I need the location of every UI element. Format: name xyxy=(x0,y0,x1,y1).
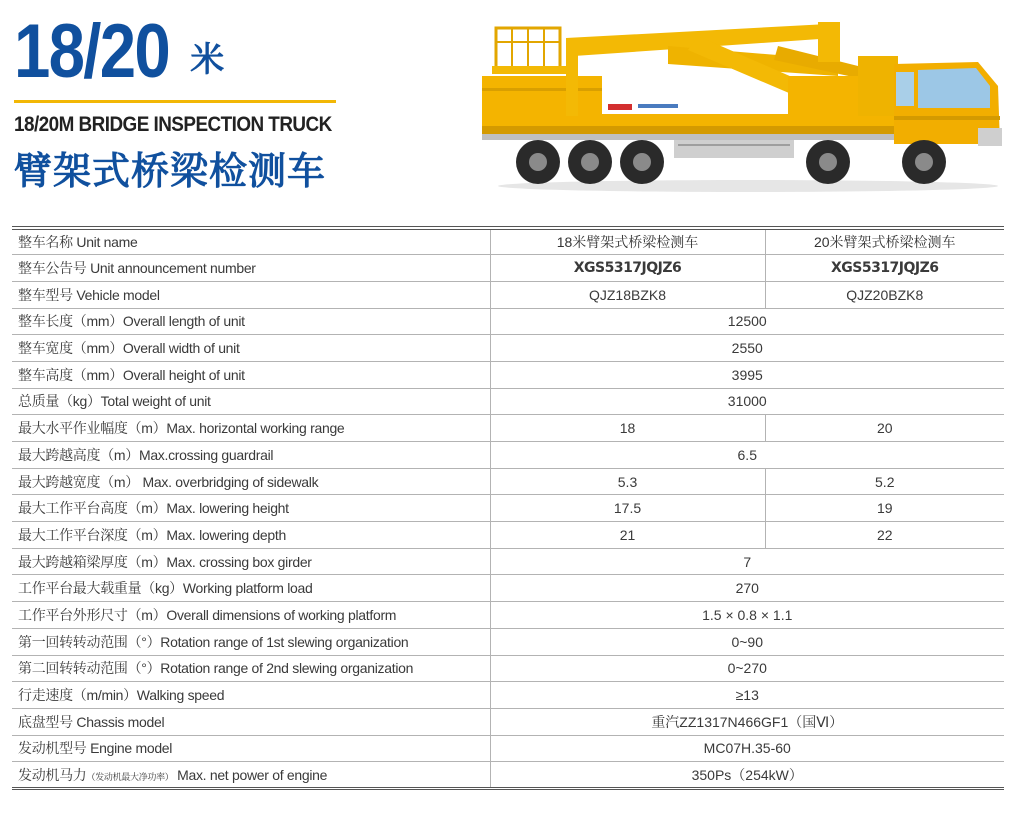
row-label: 发动机型号 Engine model xyxy=(12,735,490,762)
value-cell: 31000 xyxy=(490,388,1004,415)
value-cell: 18 xyxy=(490,415,765,442)
table-row xyxy=(12,682,1004,709)
table-row xyxy=(12,361,1004,388)
row-label: 行走速度（m/min）Walking speed xyxy=(12,682,490,709)
table-row xyxy=(12,575,1004,602)
value-cell: MC07H.35-60 xyxy=(490,735,1004,762)
value-cell: 20米臂架式桥梁检测车 xyxy=(765,228,1004,255)
value-cell: 22 xyxy=(765,522,1004,549)
title-english: 18/20M BRIDGE INSPECTION TRUCK xyxy=(14,113,332,136)
table-row xyxy=(12,522,1004,549)
row-label: 整车型号 Vehicle model xyxy=(12,281,490,308)
page-title xyxy=(14,9,225,94)
table-row xyxy=(12,735,1004,762)
title-number: 18/20 xyxy=(14,9,169,94)
value-cell: 20 xyxy=(765,415,1004,442)
row-label: 底盘型号 Chassis model xyxy=(12,708,490,735)
row-label: 最大跨越宽度（m） Max. overbridging of sidewalk xyxy=(12,468,490,495)
row-label: 最大水平作业幅度（m）Max. horizontal working range xyxy=(12,415,490,442)
truck-image xyxy=(478,16,1008,194)
value-cell: 重汽ZZ1317N466GF1（国Ⅵ） xyxy=(490,708,1004,735)
spec-table xyxy=(12,226,1004,790)
title-underline xyxy=(14,100,336,103)
table-row xyxy=(12,228,1004,255)
table-row xyxy=(12,602,1004,629)
row-label: 总质量（kg）Total weight of unit xyxy=(12,388,490,415)
row-label: 最大跨越箱梁厚度（m）Max. crossing box girder xyxy=(12,548,490,575)
value-cell: 18米臂架式桥梁检测车 xyxy=(490,228,765,255)
table-row xyxy=(12,548,1004,575)
value-cell: 3995 xyxy=(490,361,1004,388)
row-label: 最大跨越高度（m）Max.crossing guardrail xyxy=(12,442,490,469)
row-label: 整车高度（mm）Overall height of unit xyxy=(12,361,490,388)
table-row xyxy=(12,308,1004,335)
value-cell: 7 xyxy=(490,548,1004,575)
value-cell: QJZ18BZK8 xyxy=(490,281,765,308)
value-cell: 350Ps（254kW） xyxy=(490,762,1004,789)
value-cell: 0~90 xyxy=(490,628,1004,655)
value-cell: XGS5317JQJZ6 xyxy=(765,255,1004,282)
row-label: 第一回转转动范围（°）Rotation range of 1st slewing organization xyxy=(12,628,490,655)
table-row xyxy=(12,255,1004,282)
row-label: 第二回转转动范围（°）Rotation range of 2nd slewing organization xyxy=(12,655,490,682)
row-label: 最大工作平台深度（m）Max. lowering depth xyxy=(12,522,490,549)
title-unit: 米 xyxy=(190,41,225,79)
table-row xyxy=(12,655,1004,682)
value-cell: QJZ20BZK8 xyxy=(765,281,1004,308)
value-cell: 1.5 × 0.8 × 1.1 xyxy=(490,602,1004,629)
table-row xyxy=(12,762,1004,789)
value-cell: 6.5 xyxy=(490,442,1004,469)
row-label-note: （发动机最大净功率） xyxy=(86,771,174,782)
value-cell: 0~270 xyxy=(490,655,1004,682)
value-cell: 19 xyxy=(765,495,1004,522)
row-label-main: 发动机马力 xyxy=(18,766,87,783)
value-cell: 17.5 xyxy=(490,495,765,522)
table-row xyxy=(12,468,1004,495)
table-row xyxy=(12,495,1004,522)
value-cell: 5.2 xyxy=(765,468,1004,495)
value-cell: 5.3 xyxy=(490,468,765,495)
row-label xyxy=(12,762,490,789)
value-cell: 21 xyxy=(490,522,765,549)
row-label: 整车长度（mm）Overall length of unit xyxy=(12,308,490,335)
value-cell: 270 xyxy=(490,575,1004,602)
table-row xyxy=(12,415,1004,442)
row-label: 整车名称 Unit name xyxy=(18,234,138,251)
table-row xyxy=(12,388,1004,415)
row-label-english: Max. net power of engine xyxy=(173,766,328,783)
table-row xyxy=(12,442,1004,469)
table-row xyxy=(12,628,1004,655)
table-row xyxy=(12,335,1004,362)
value-cell: ≥13 xyxy=(490,682,1004,709)
row-label: 工作平台外形尺寸（m）Overall dimensions of working platform xyxy=(12,602,490,629)
value-cell: XGS5317JQJZ6 xyxy=(490,255,765,282)
value-cell: 12500 xyxy=(490,308,1004,335)
row-label: 整车宽度（mm）Overall width of unit xyxy=(12,335,490,362)
value-cell: 2550 xyxy=(490,335,1004,362)
table-row xyxy=(12,708,1004,735)
row-label: 整车公告号 Unit announcement number xyxy=(12,255,490,282)
row-label: 最大工作平台高度（m）Max. lowering height xyxy=(12,495,490,522)
row-label: 工作平台最大载重量（kg）Working platform load xyxy=(12,575,490,602)
table-row xyxy=(12,281,1004,308)
title-chinese: 臂架式桥梁检测车 xyxy=(14,151,327,193)
